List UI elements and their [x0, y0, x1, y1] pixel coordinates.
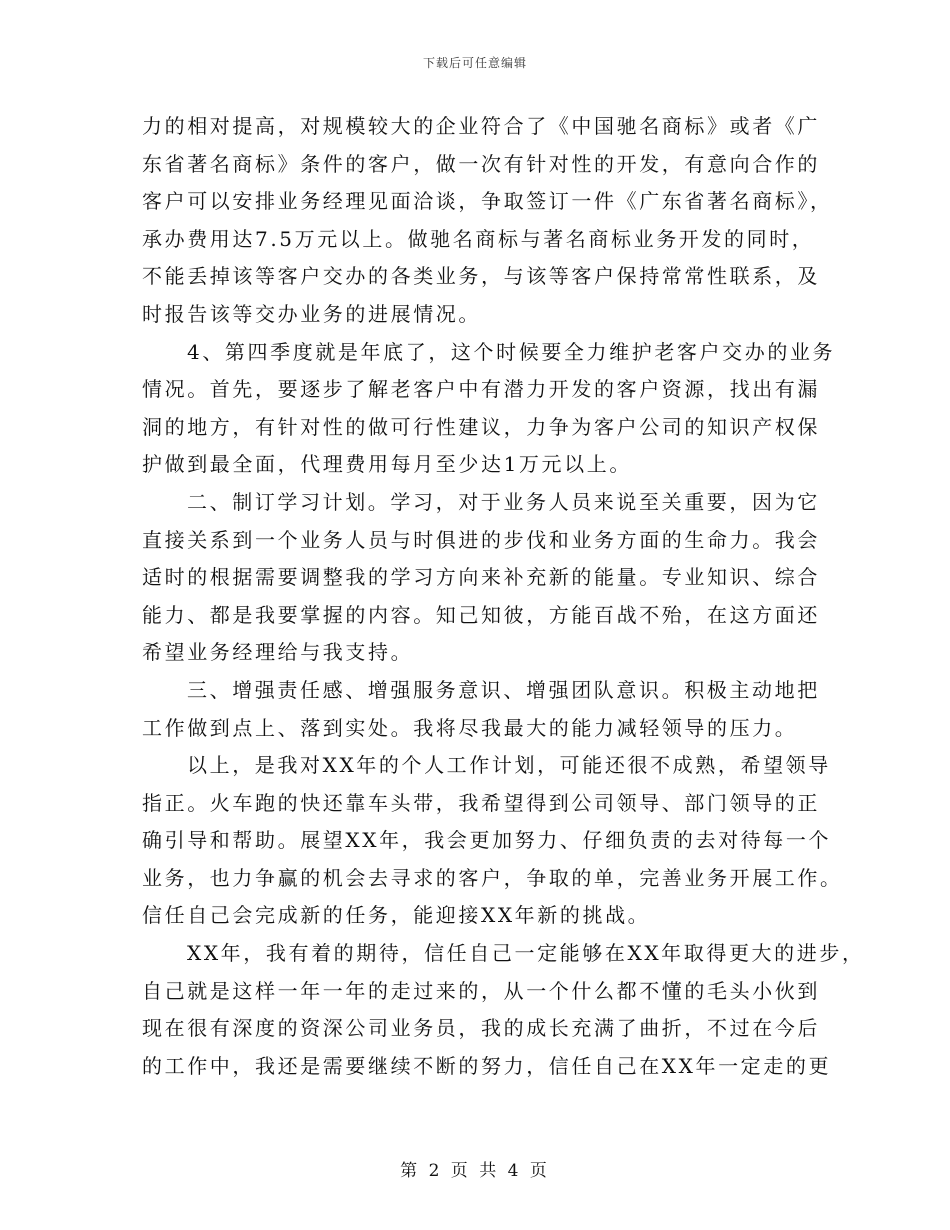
- text-line: 时报告该等交办业务的进展情况。: [142, 301, 481, 326]
- text-line: 确引导和帮助。展望XX年，我会更加努力、仔细负责的去对待每一个: [142, 828, 832, 853]
- body-text: [142, 108, 865, 1085]
- text-line: 4、第四季度就是年底了，这个时候要全力维护老客户交办的业务: [187, 339, 836, 364]
- text-line: 信任自己会完成新的任务，能迎接XX年新的挑战。: [142, 903, 651, 928]
- text-line: 工作做到点上、落到实处。我将尽我最大的能力减轻领导的压力。: [142, 715, 798, 740]
- text-line: 的工作中，我还是需要继续不断的努力，信任自己在XX年一定走的更: [142, 1053, 832, 1078]
- text-line: 客户可以安排业务经理见面洽谈，争取签订一件《广东省著名商标》，: [142, 189, 833, 214]
- text-line: 东省著名商标》条件的客户，做一次有针对性的开发，有意向合作的: [142, 151, 820, 176]
- text-line: 洞的地方，有针对性的做可行性建议，力争为客户公司的知识产权保: [142, 414, 820, 439]
- text-line: 情况。首先，要逐步了解老客户中有潜力开发的客户资源，找出有漏: [142, 377, 820, 402]
- text-line: 不能丢掉该等客户交办的各类业务，与该等客户保持常常性联系，及: [142, 264, 820, 289]
- text-line: XX年，我有着的期待，信任自己一定能够在XX年取得更大的进步，: [187, 941, 865, 966]
- text-line: 现在很有深度的资深公司业务员，我的成长充满了曲折，不过在今后: [142, 1016, 820, 1041]
- text-line: 以上，是我对XX年的个人工作计划，可能还很不成熟，希望领导: [187, 753, 831, 778]
- text-line: 希望业务经理给与我支持。: [142, 640, 414, 665]
- text-line: 护做到最全面，代理费用每月至少达1万元以上。: [142, 452, 632, 477]
- text-line: 自己就是这样一年一年的走过来的，从一个什么都不懂的毛头小伙到: [142, 978, 820, 1003]
- text-line: 力的相对提高，对规模较大的企业符合了《中国驰名商标》或者《广: [142, 114, 820, 138]
- text-line: 能力、都是我要掌握的内容。知己知彼，方能百战不殆，在这方面还: [142, 602, 820, 627]
- text-line: 业务，也力争赢的机会去寻求的客户，争取的单，完善业务开展工作。: [142, 865, 843, 890]
- text-line: 直接关系到一个业务人员与时俱进的步伐和业务方面的生命力。我会: [142, 527, 820, 552]
- text-line: 三、增强责任感、增强服务意识、增强团队意识。积极主动地把: [187, 677, 820, 702]
- text-line: 适时的根据需要调整我的学习方向来补充新的能量。专业知识、综合: [142, 565, 820, 590]
- text-line: 承办费用达7.5万元以上。做驰名商标与著名商标业务开发的同时，: [142, 226, 815, 251]
- text-line: 指正。火车跑的快还靠车头带，我希望得到公司领导、部门领导的正: [142, 790, 820, 815]
- page-header: 下载后可任意编辑: [422, 56, 527, 70]
- page-footer: 第 2 页 共 4 页: [400, 1161, 550, 1181]
- text-line: 二、制订学习计划。学习，对于业务人员来说至关重要，因为它: [187, 489, 820, 514]
